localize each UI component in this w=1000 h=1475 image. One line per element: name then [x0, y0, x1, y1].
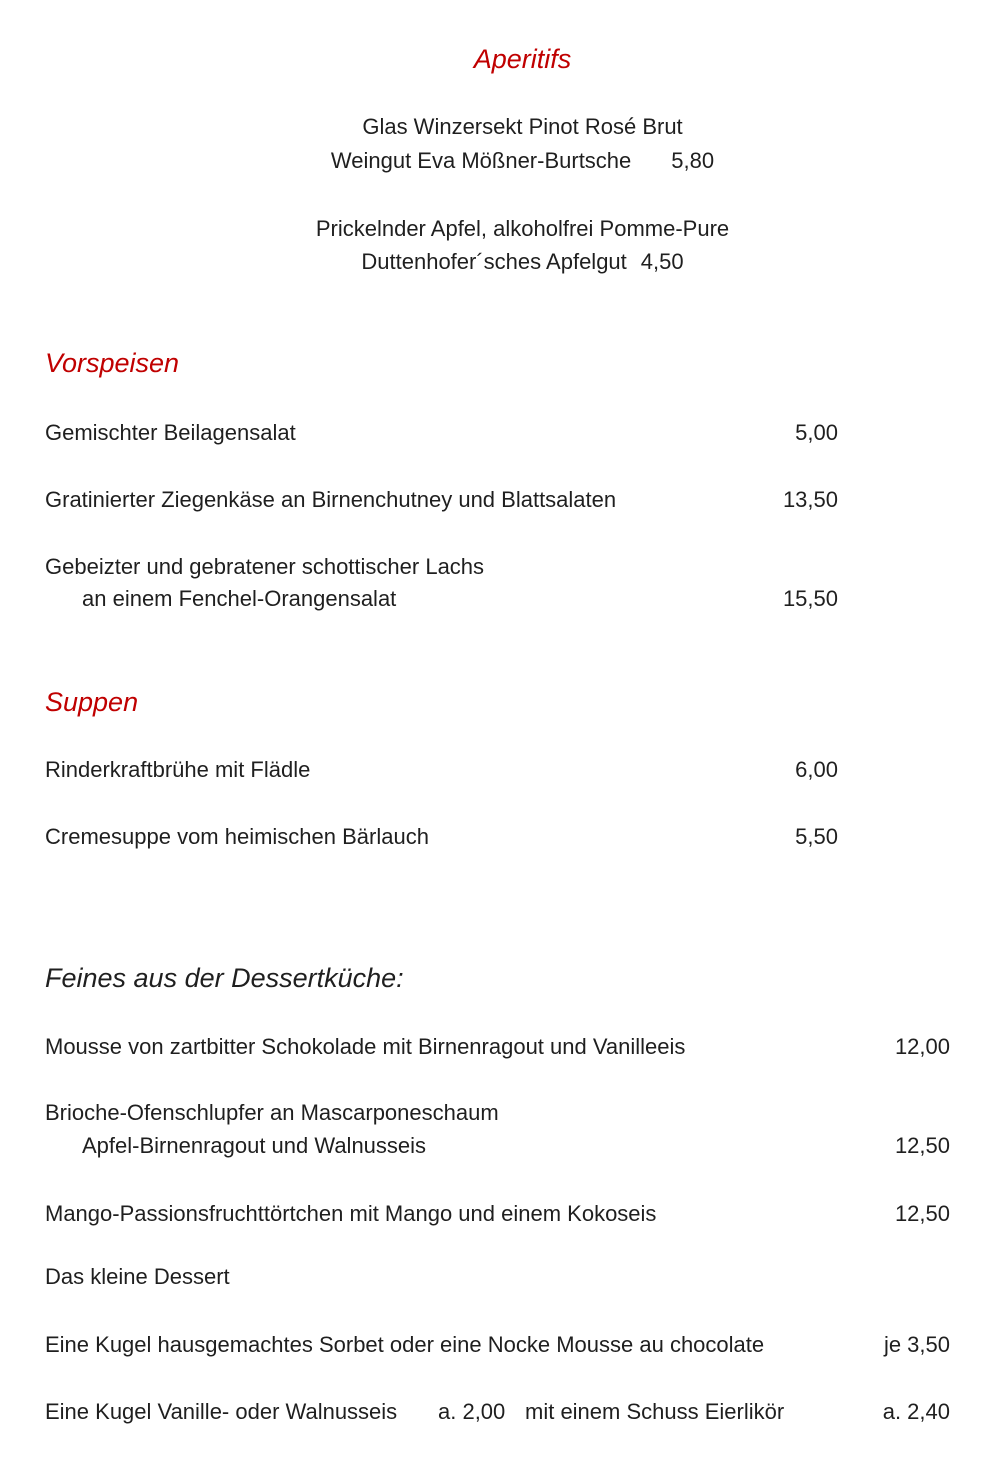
- aperitif-item-1-producer: Weingut Eva Mößner-Burtsche: [330, 148, 632, 173]
- item-name: Gratinierter Ziegenkäse an Birnenchutney und Blattsalaten: [45, 487, 617, 512]
- section-heading-suppen: Suppen: [45, 687, 139, 717]
- menu-item-row: [45, 418, 838, 448]
- section-heading-aperitifs: Aperitifs: [473, 44, 572, 74]
- aperitif-item-1-price: 5,80: [671, 148, 715, 173]
- item-name: Mango-Passionsfruchttörtchen mit Mango und einem Kokoseis: [45, 1201, 657, 1226]
- aperitif-item-2-detail: [45, 247, 1000, 277]
- item-name: Eine Kugel Vanille- oder Walnusseis: [45, 1399, 398, 1424]
- item-name-line-1: Brioche-Ofenschlupfer an Mascarponeschaum: [45, 1100, 499, 1125]
- item-price: a. 2,40: [882, 1399, 950, 1424]
- menu-item-row: [45, 1131, 950, 1161]
- item-price: 5,00: [795, 420, 838, 445]
- item-price: 13,50: [782, 487, 838, 512]
- item-unit-price: a. 2,00: [438, 1399, 506, 1424]
- item-price: 12,50: [894, 1201, 950, 1226]
- aperitif-item-2-producer: Duttenhofer´sches Apfelgut: [361, 249, 627, 274]
- aperitif-item-1-name: Glas Winzersekt Pinot Rosé Brut: [362, 114, 683, 139]
- item-name-line-2: an einem Fenchel-Orangensalat: [82, 586, 397, 611]
- item-name-line-2: Apfel-Birnenragout und Walnusseis: [82, 1133, 427, 1158]
- item-price: 6,00: [795, 757, 838, 782]
- menu-item-row: [45, 755, 838, 785]
- menu-item-row: [45, 1032, 950, 1062]
- item-price: 15,50: [782, 586, 838, 611]
- menu-item-row: [45, 1397, 950, 1427]
- item-price: 12,50: [894, 1133, 950, 1158]
- menu-item-row: [45, 1330, 950, 1360]
- section-heading-vorspeisen: Vorspeisen: [45, 348, 180, 378]
- menu-item-row: [45, 1199, 950, 1229]
- aperitif-item-2-price: 4,50: [640, 249, 684, 274]
- aperitif-item-2-name: Prickelnder Apfel, alkoholfrei Pomme-Pure: [315, 216, 730, 241]
- subheading-das-kleine-dessert: Das kleine Dessert: [45, 1264, 230, 1289]
- item-name: Eine Kugel hausgemachtes Sorbet oder eine Nocke Mousse au chocolate: [45, 1332, 765, 1357]
- item-extra-text: mit einem Schuss Eierlikör: [525, 1399, 785, 1424]
- menu-item-row: [45, 822, 838, 852]
- section-heading-desserts: Feines aus der Dessertküche:: [45, 963, 404, 993]
- menu-item-row: [45, 584, 838, 614]
- item-name-line-1: Gebeizter und gebratener schottischer Lachs: [45, 554, 485, 579]
- item-name: Cremesuppe vom heimischen Bärlauch: [45, 824, 429, 849]
- item-name: Gemischter Beilagensalat: [45, 420, 296, 445]
- item-name: Rinderkraftbrühe mit Flädle: [45, 757, 311, 782]
- item-price: je 3,50: [883, 1332, 950, 1357]
- item-name: Mousse von zartbitter Schokolade mit Birnenragout und Vanilleeis: [45, 1034, 686, 1059]
- menu-item-row: [45, 485, 838, 515]
- aperitif-item-1-detail: [45, 146, 1000, 176]
- item-price: 5,50: [795, 824, 838, 849]
- item-price: 12,00: [894, 1034, 950, 1059]
